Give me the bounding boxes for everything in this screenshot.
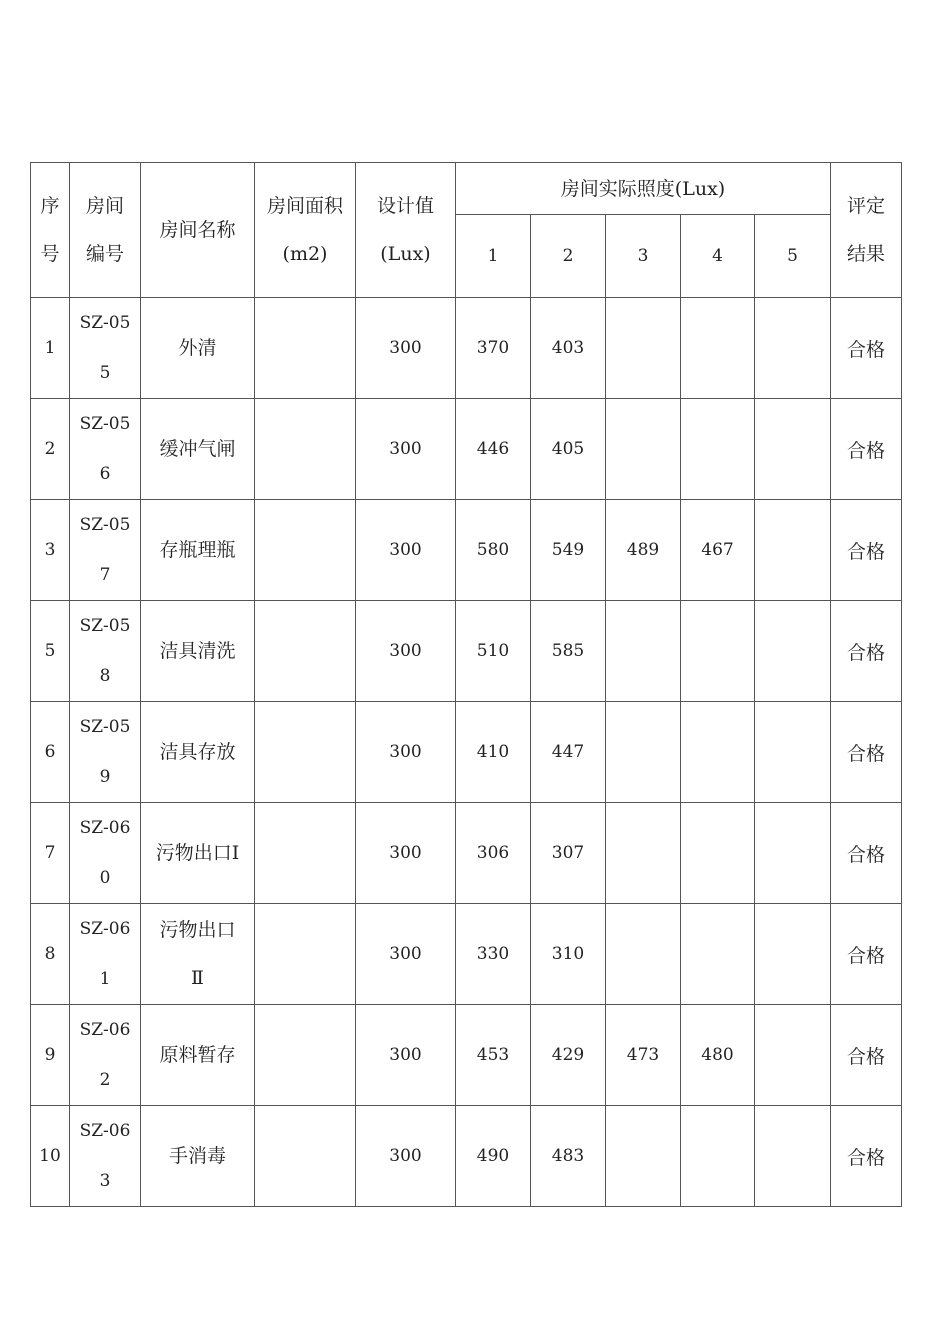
cell-room-name-text: 外清 [178,337,217,359]
cell-seq: 6 [31,702,70,803]
cell-area [255,601,356,702]
cell-design: 300 [356,904,456,1005]
cell-point-5 [755,904,831,1005]
cell-room-code-text: SZ-055 [79,313,131,383]
table-row [31,298,902,399]
cell-point-3 [606,1106,681,1207]
cell-seq: 1 [31,298,70,399]
cell-point-5 [755,298,831,399]
cell-seq: 2 [31,399,70,500]
header-result-line1: 评定 [846,195,885,217]
table-row [31,399,902,500]
header-area-line2: (m2) [282,243,328,265]
cell-point-4 [681,399,755,500]
cell-room-code-text: SZ-058 [79,616,131,686]
cell-point-2: 549 [531,500,606,601]
cell-room-name-text: 污物出口Ⅱ [159,919,236,989]
cell-room-code-text: SZ-059 [79,717,131,787]
cell-point-5 [755,601,831,702]
cell-room-name [141,399,255,500]
cell-area [255,702,356,803]
cell-point-3: 473 [606,1005,681,1106]
cell-room-name [141,702,255,803]
cell-room-name [141,803,255,904]
cell-room-name-text: 污物出口Ⅰ [155,842,240,864]
cell-point-2: 403 [531,298,606,399]
cell-point-2: 585 [531,601,606,702]
cell-point-2: 310 [531,904,606,1005]
table-row [31,601,902,702]
cell-room-code [70,1005,141,1106]
header-design-line2: (Lux) [380,243,431,265]
cell-point-1: 330 [456,904,531,1005]
cell-point-2: 307 [531,803,606,904]
cell-room-name-text: 手消毒 [168,1145,226,1167]
cell-point-3 [606,399,681,500]
cell-point-5 [755,1005,831,1106]
header-point-5: 5 [755,215,831,298]
cell-room-code [70,298,141,399]
cell-seq: 5 [31,601,70,702]
table-row [31,904,902,1005]
cell-result: 合格 [831,702,902,803]
cell-seq: 3 [31,500,70,601]
cell-point-4 [681,702,755,803]
header-result [831,163,902,298]
cell-room-name [141,1106,255,1207]
cell-room-name-text: 缓冲气闸 [159,438,236,460]
cell-design: 300 [356,1005,456,1106]
cell-room-code-text: SZ-062 [79,1020,131,1090]
header-point-2: 2 [531,215,606,298]
cell-point-5 [755,500,831,601]
cell-room-code-text: SZ-063 [79,1121,131,1191]
cell-point-1: 370 [456,298,531,399]
cell-point-4 [681,904,755,1005]
cell-point-5 [755,702,831,803]
cell-result: 合格 [831,1106,902,1207]
cell-result: 合格 [831,1005,902,1106]
header-area-line1: 房间面积 [266,195,343,217]
cell-point-5 [755,1106,831,1207]
cell-point-4: 480 [681,1005,755,1106]
cell-room-name [141,601,255,702]
table-header [31,163,902,298]
cell-result: 合格 [831,803,902,904]
cell-result: 合格 [831,298,902,399]
cell-seq: 10 [31,1106,70,1207]
cell-room-code-text: SZ-060 [79,818,131,888]
cell-room-name-text: 原料暂存 [159,1044,236,1066]
cell-room-name-text: 存瓶理瓶 [159,539,236,561]
cell-room-code [70,803,141,904]
header-point-4: 4 [681,215,755,298]
table-row [31,1106,902,1207]
table-row [31,702,902,803]
cell-room-code-text: SZ-061 [79,919,131,989]
cell-point-1: 306 [456,803,531,904]
cell-area [255,298,356,399]
cell-seq: 9 [31,1005,70,1106]
header-design-line1: 设计值 [376,195,434,217]
cell-area [255,1005,356,1106]
cell-point-1: 580 [456,500,531,601]
header-point-1: 1 [456,215,531,298]
cell-room-name [141,904,255,1005]
header-actual-group: 房间实际照度(Lux) [456,163,831,215]
header-room-code [70,163,141,298]
cell-point-2: 447 [531,702,606,803]
table-body [31,298,902,1207]
cell-room-name-text: 洁具存放 [159,741,236,763]
cell-area [255,1106,356,1207]
cell-room-name-text: 洁具清洗 [159,640,236,662]
cell-point-4: 467 [681,500,755,601]
cell-area [255,904,356,1005]
cell-result: 合格 [831,904,902,1005]
header-seq-label: 序号 [40,195,60,265]
cell-result: 合格 [831,601,902,702]
cell-point-3 [606,803,681,904]
header-room-code-label: 房间编号 [85,195,124,265]
cell-design: 300 [356,500,456,601]
illuminance-table [30,162,902,1207]
cell-area [255,803,356,904]
cell-point-2: 483 [531,1106,606,1207]
cell-room-code-text: SZ-057 [79,515,131,585]
cell-point-4 [681,803,755,904]
header-point-3: 3 [606,215,681,298]
cell-design: 300 [356,601,456,702]
header-room-name [141,163,255,298]
header-design [356,163,456,298]
cell-result: 合格 [831,399,902,500]
table-row [31,500,902,601]
cell-seq: 8 [31,904,70,1005]
cell-point-4 [681,298,755,399]
cell-room-code [70,500,141,601]
cell-design: 300 [356,702,456,803]
header-result-line2: 结果 [846,243,885,265]
cell-room-name [141,500,255,601]
cell-point-1: 453 [456,1005,531,1106]
cell-point-3 [606,601,681,702]
header-area [255,163,356,298]
cell-room-name [141,298,255,399]
cell-point-1: 510 [456,601,531,702]
cell-room-code [70,399,141,500]
cell-room-code [70,702,141,803]
cell-room-code [70,1106,141,1207]
cell-point-5 [755,803,831,904]
cell-point-3 [606,904,681,1005]
cell-seq: 7 [31,803,70,904]
table-row [31,803,902,904]
cell-point-1: 490 [456,1106,531,1207]
cell-point-2: 405 [531,399,606,500]
table-row [31,1005,902,1106]
cell-point-2: 429 [531,1005,606,1106]
cell-point-3: 489 [606,500,681,601]
cell-point-4 [681,601,755,702]
cell-point-1: 446 [456,399,531,500]
cell-room-name [141,1005,255,1106]
cell-point-4 [681,1106,755,1207]
header-room-name-label: 房间名称 [159,219,236,241]
header-seq [31,163,70,298]
cell-area [255,399,356,500]
cell-area [255,500,356,601]
cell-point-5 [755,399,831,500]
cell-design: 300 [356,399,456,500]
cell-result: 合格 [831,500,902,601]
cell-design: 300 [356,1106,456,1207]
cell-point-1: 410 [456,702,531,803]
cell-point-3 [606,702,681,803]
cell-design: 300 [356,803,456,904]
cell-room-code [70,601,141,702]
cell-design: 300 [356,298,456,399]
cell-room-code [70,904,141,1005]
cell-point-3 [606,298,681,399]
cell-room-code-text: SZ-056 [79,414,131,484]
